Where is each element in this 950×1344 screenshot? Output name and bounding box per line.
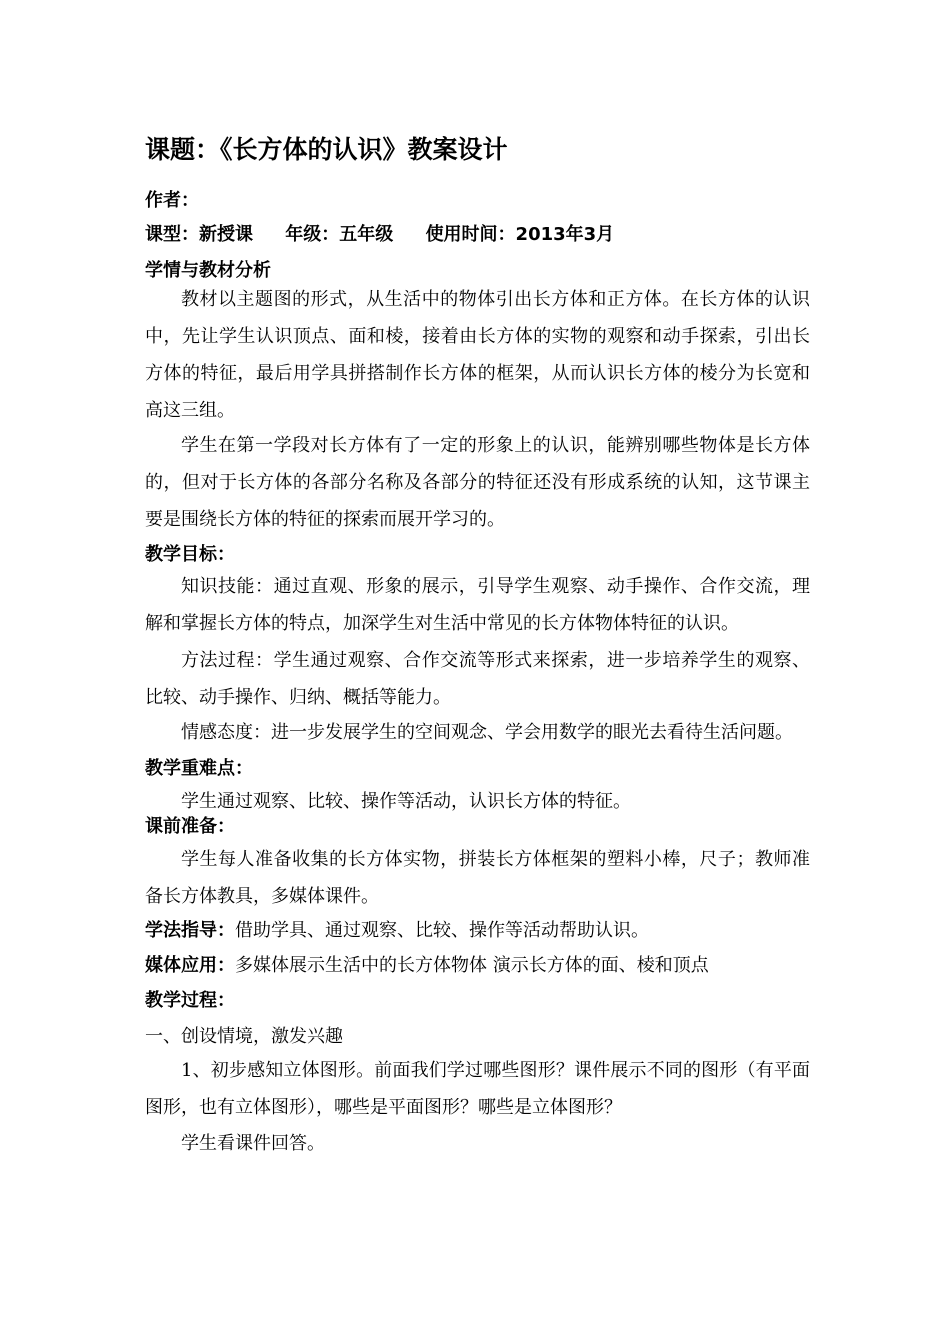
analysis-paragraph-1: 教材以主题图的形式，从生活中的物体引出长方体和正方体。在长方体的认识中，先让学生认识顶点、面和棱，接着由长方体的实物的观察和动手探索，引出长方体的特征，最后用学具拼搭制作长方体的框架，从而认识长方体的棱分为长宽和高这三组。 (145, 289, 810, 421)
process-paragraph-1: 1、初步感知立体图形。前面我们学过哪些图形？课件展示不同的图形（有平面图形，也有立体图形），哪些是平面图形？哪些是立体图形？ (145, 1060, 810, 1118)
grade: 年级：五年级 (285, 224, 394, 245)
process-section-1: 一、创设情境，激发兴趣 (145, 1026, 343, 1047)
key-points-heading: 教学重难点： (145, 758, 253, 779)
prep-paragraph: 学生每人准备收集的长方体实物，拼装长方体框架的塑料小棒，尺子；教师准备长方体教具，多媒体课件。 (145, 849, 810, 907)
meta-line (145, 223, 640, 247)
method-text: 借助学具、通过观察、比较、操作等活动帮助认识。 (235, 920, 649, 941)
media-label: 媒体应用： (145, 955, 235, 976)
use-time: 使用时间：2013年3月 (425, 224, 615, 245)
key-points-paragraph: 学生通过观察、比较、操作等活动，认识长方体的特征。 (181, 791, 631, 812)
goals-heading: 教学目标： (145, 544, 235, 565)
method-label: 学法指导： (145, 920, 235, 941)
method-line (145, 919, 649, 943)
analysis-paragraph-2: 学生在第一学段对长方体有了一定的形象上的认识，能辨别哪些物体是长方体的，但对于长方体的各部分名称及各部分的特征还没有形成系统的认知，这节课主要是围绕长方体的特征的探索而展开学习的。 (145, 435, 810, 530)
goals-paragraph-3: 情感态度：进一步发展学生的空间观念、学会用数学的眼光去看待生活问题。 (181, 722, 793, 743)
author-label: 作者： (145, 190, 199, 211)
media-line (145, 954, 709, 978)
goals-paragraph-2: 方法过程：学生通过观察、合作交流等形式来探索，进一步培养学生的观察、比较、动手操作、归纳、概括等能力。 (145, 650, 810, 708)
process-paragraph-2: 学生看课件回答。 (181, 1133, 325, 1154)
goals-paragraph-1: 知识技能：通过直观、形象的展示，引导学生观察、动手操作、合作交流，理解和掌握长方体的特点，加深学生对生活中常见的长方体物体特征的认识。 (145, 576, 810, 634)
page-title: 课题：《长方体的认识》教案设计 (145, 135, 508, 164)
lesson-type: 课型：新授课 (145, 224, 253, 245)
prep-heading: 课前准备： (145, 816, 235, 837)
process-heading: 教学过程： (145, 990, 235, 1011)
analysis-heading: 学情与教材分析 (145, 260, 271, 281)
media-text: 多媒体展示生活中的长方体物体 演示长方体的面、棱和顶点 (235, 955, 709, 976)
